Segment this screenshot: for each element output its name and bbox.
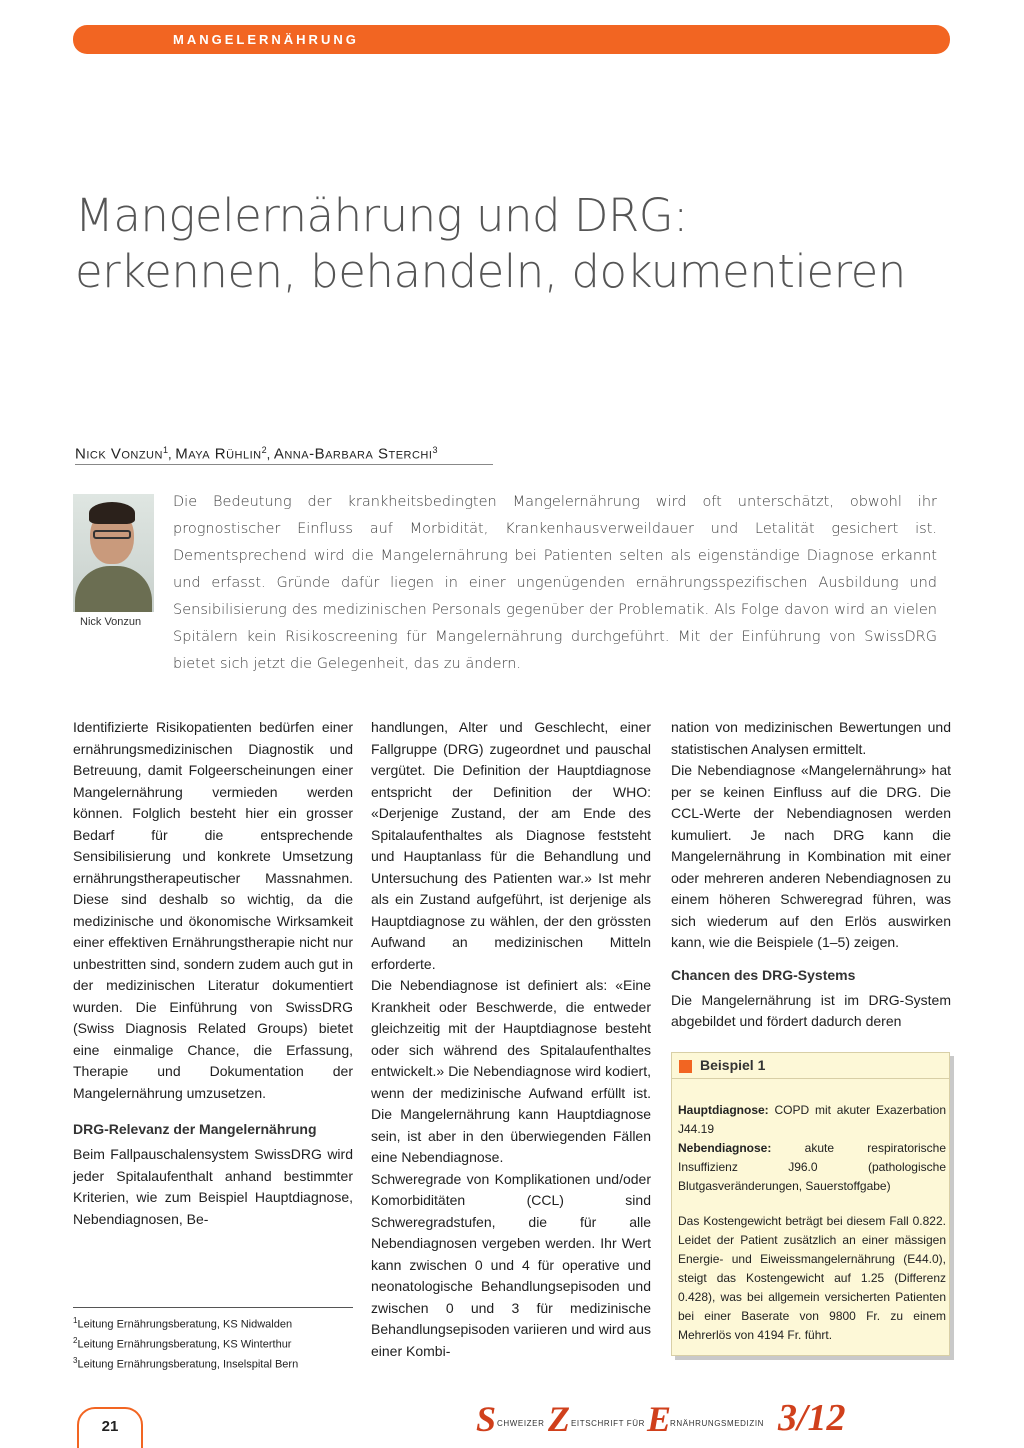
box-paragraph: Das Kostengewicht beträgt bei diesem Fall 0.822. Leidet der Patient zusätzlich an einer mässigen Energie- und Eiweissmangelernährung (E44.0), steigt das Kostengewicht auf 1.25 (Differenz 0.428), was bei allgemein versicherten Patienten bei einer Baserate von 9800 Fr. zu einem Mehrerlös von 4194 Fr. führt.	[678, 1214, 946, 1342]
page-number: 21	[101, 1418, 119, 1435]
secondary-diagnosis-label: Nebendiagnose:	[678, 1141, 772, 1155]
journal-initial-z: Z	[548, 1399, 570, 1439]
journal-word-3: RNÄHRUNGSMEDIZIN	[670, 1419, 765, 1428]
body-paragraph: nation von medizinischen Bewertungen und statistischen Analysen ermittelt.	[671, 719, 951, 757]
journal-issue: 3/12	[778, 1397, 846, 1439]
author-name: Maya Rühlin	[175, 445, 262, 463]
author-affiliation-marker: 1	[162, 445, 168, 455]
title-line-2: erkennen, behandeln, dokumentieren	[75, 245, 906, 298]
article-title	[75, 188, 975, 300]
body-paragraph: Die Nebendiagnose ist definiert als: «Eine Krankheit oder Beschwerde, die entweder gleichzeitig mit der Hauptdiagnose besteht oder sich während des Spitalaufenthaltes entwickelt.» Die Nebendiagnose wird kodiert, wenn der medizinische Aufwand erfüllt ist. Die Mangelernährung kann Hauptdiagnose sein, ist aber in den überwiegenden Fällen eine Nebendiagnose.	[371, 977, 651, 1165]
body-paragraph: Die Nebendiagnose «Mangelernährung» hat per se keinen Einfluss auf die DRG. Die CCL-Werte der Nebendiagnosen werden kumuliert. Je nach DRG kann die Mangelernährung in Kombination mit einer oder mehreren anderen Nebendiagnosen zu einem höheren Schweregrad führen, was sich wiederum auf den Erlös auswirken kann, wie die Beispiele (1–5) zeigen.	[671, 762, 951, 950]
journal-word-2: EITSCHRIFT FÜR	[571, 1419, 646, 1428]
footnote: $^2$Leitung Ernährungsberatung, KS Winterthur	[73, 1336, 292, 1351]
box-body	[678, 1101, 946, 1361]
body-paragraph: Identifizierte Risikopatienten bedürfen einer ernährungsmedizinischen Diagnostik und Betreuung, damit Folgeerscheinungen einer Mangelernährung vermieden werden können. Folglich besteht hier ein grosser Bedarf für die entsprechende Sensibilisierung und konkrete Umsetzung ernährungstherapeutischer Massnahmen. Diese sind deshalb so wichtig, da die medizinische und ökonomische Wirksamkeit einer effektiven Ernährungstherapie nicht nur unbestritten sind, sondern zudem auch gut in der medizinischen Literatur dokumentiert wurden. Die Einführung von SwissDRG (Swiss Diagnosis Related Groups) bietet eine einmalige Chance, die Erfassung, Therapie und Dokumentation der Mangelernährung umzusetzen.	[73, 719, 353, 1101]
photo-caption: Nick Vonzun	[80, 616, 142, 628]
body-paragraph: Schweregrade von Komplikationen und/oder Komorbiditäten (CCL) sind Schweregradstufen, die für alle Nebendiagnosen vergeben werden. Ihr Wert kann zwischen 0 und 4 für operative und neonatologische Behandlungsepisoden und zwischen 0 und 3 für medizinische Behandlungsepisoden variieren und wird aus einer Kombi-	[371, 1170, 651, 1359]
journal-initial-e: E	[647, 1399, 672, 1439]
author-affiliation-marker: 2	[261, 445, 267, 455]
author-list: Nick Vonzun$^1$, Maya Rühlin$^2$, Anna-Barbara Sterchi$^3$	[75, 445, 438, 463]
footnotes	[73, 1313, 298, 1373]
body-paragraph: Beim Fallpauschalensystem SwissDRG wird jeder Spitalaufenthalt anhand bestimmter Kriterien, wie zum Beispiel Hauptdiagnose, Nebendiagnosen, Be-	[73, 1146, 353, 1227]
text-column-1	[73, 717, 353, 1230]
author-underline	[75, 464, 493, 465]
secondary-diagnosis-text: akute respiratorische Insuffizienz J96.0 (pathologische Blutgasveränderungen, Sauerstoffgabe)	[678, 1141, 946, 1193]
journal-initial-s: S	[476, 1399, 497, 1439]
journal-logo	[476, 1398, 856, 1442]
footnote: $^1$Leitung Ernährungsberatung, KS Nidwalden	[73, 1316, 293, 1331]
footnote-divider	[73, 1307, 353, 1308]
footnote: $^3$Leitung Ernährungsberatung, Inselspital Bern	[73, 1356, 299, 1371]
box-marker-icon	[679, 1060, 692, 1073]
text-column-3	[671, 717, 951, 1033]
text-column-2	[371, 717, 651, 1362]
main-diagnosis-text: COPD mit akuter Exazerbation J44.19	[678, 1103, 947, 1136]
lead-paragraph: Die Bedeutung der krankheitsbedingten Mangelernährung wird oft unterschätzt, obwohl ihr prognostischer Einfluss auf Morbidität, Krankenhausverweildauer und Letalität gesichert ist. Dementsprechend wird die Mangelernährung bei Patienten selten als eigenständige Diagnose erkannt und erfasst. Gründe dafür liegen in einer ungenügenden ernährungsspezifischen Ausbildung und Sensibilisierung des medizinischen Personals gegenüber der Problematik. Als Folge davon wird an vielen Spitälern kein Risikoscreening für Mangelernährung durchgeführt. Mit der Einführung von SwissDRG bietet sich jetzt die Gelegenheit, das zu ändern.	[173, 494, 937, 672]
title-line-1: Mangelernährung und DRG:	[75, 189, 688, 242]
section-heading: DRG-Relevanz der Mangelernährung	[73, 1121, 317, 1137]
body-paragraph: Die Mangelernährung ist im DRG-System abgebildet und fördert dadurch deren	[671, 991, 951, 1029]
author-photo	[73, 494, 154, 612]
box-title: Beispiel 1	[700, 1057, 766, 1073]
section-banner	[73, 25, 950, 54]
author-name: Anna-Barbara Sterchi	[273, 445, 433, 463]
page-number-tab	[77, 1407, 143, 1448]
main-diagnosis-label: Hauptdiagnose:	[678, 1103, 769, 1117]
body-paragraph: handlungen, Alter und Geschlecht, einer Fallgruppe (DRG) zugeordnet und pauschal vergütet. Die Definition der Hauptdiagnose entspricht der Definition der WHO: «Derjenige Zustand, der am Ende des Spitalaufenthaltes als Diagnose feststeht und Hauptanlass für die Behandlung und Untersuchung des Patienten war.» Ist mehr als ein Zustand aufgeführt, ist derjenige als Hauptdiagnose zu wählen, der den grössten Aufwand an medizinischen Mitteln erforderte.	[371, 719, 651, 972]
journal-word-1: CHWEIZER	[497, 1419, 545, 1428]
section-label: MANGELERNÄHRUNG	[173, 32, 359, 47]
box-divider	[672, 1078, 949, 1079]
author-name: Nick Vonzun	[75, 445, 163, 463]
section-heading: Chancen des DRG-Systems	[671, 966, 856, 983]
example-box	[671, 1052, 950, 1356]
author-affiliation-marker: 3	[432, 445, 438, 455]
